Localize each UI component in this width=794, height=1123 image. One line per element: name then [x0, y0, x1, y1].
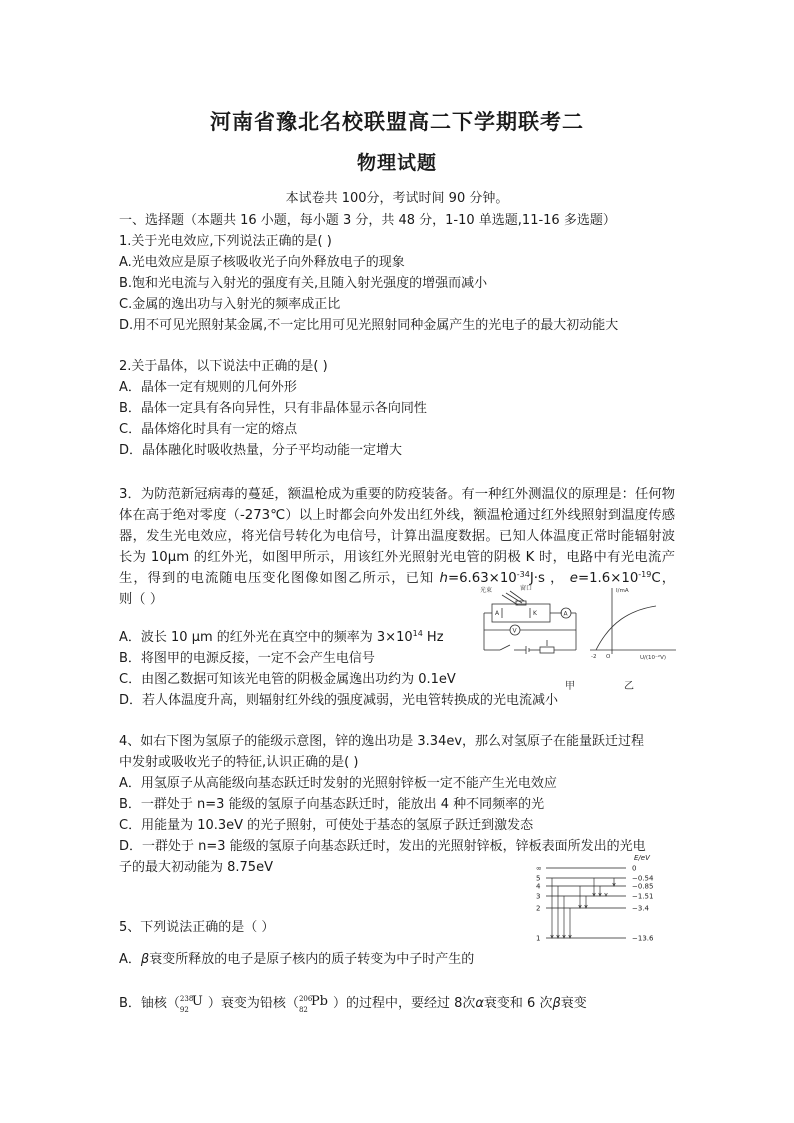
voltage-axis-label: U/(10⁻²V)	[640, 655, 667, 661]
level-number: 2	[536, 904, 541, 913]
origin-label: O	[606, 654, 611, 660]
iv-curve	[596, 606, 656, 650]
section-heading: 一、选择题（本题共 16 小题，每小题 3 分，共 48 分，1-10 单选题,11-16 多选题）	[119, 213, 616, 228]
light-beam-arrow	[502, 595, 518, 605]
q3-figure	[480, 582, 680, 664]
q1-option-a: A.光电效应是原子核吸收光子向外释放电子的现象	[119, 255, 405, 270]
q2-option-b: B．晶体一定具有各向异性，只有非晶体显示各向同性	[119, 401, 427, 416]
figure-caption-b: 乙	[624, 681, 634, 692]
switch-icon	[500, 645, 510, 650]
q3-option-a: A．波长 10 μm 的红外光在真空中的频率为 $3\times 10^{14}$ Hz	[119, 629, 444, 645]
q4-option-d-line2: 子的最大初动能为 8.75eV	[119, 860, 273, 875]
cathode-label: K	[533, 610, 537, 617]
uranium-nuclide: 238 92 U	[179, 994, 203, 1014]
exam-title: 河南省豫北名校联盟高二下学期联考二	[210, 109, 584, 134]
level-number: 1	[536, 934, 541, 943]
beta-symbol-2: β	[552, 996, 561, 1011]
q2-option-c: C．晶体熔化时具有一定的熔点	[119, 422, 298, 437]
q2-option-a: A．晶体一定有规则的几何外形	[119, 380, 297, 395]
level-energy: −13.6	[632, 934, 654, 943]
q2-stem: 2.关于晶体，以下说法中正确的是( )	[119, 359, 328, 374]
ammeter-label: A	[563, 610, 568, 618]
level-number: 3	[536, 892, 541, 901]
q5-stem: 5、下列说法正确的是（ ）	[119, 920, 275, 935]
q4-option-a: A．用氢原子从高能级向基态跃迁时发射的光照射锌板一定不能产生光电效应	[119, 776, 557, 791]
q1-option-d: D.用不可见光照射某金属,不一定比用可见光照射同种金属产生的光电子的最大初动能大	[119, 318, 619, 333]
q1-stem: 1.关于光电效应,下列说法正确的是( )	[119, 234, 332, 249]
q4-stem-line1: 4、如右下图为氢原子的能级示意图，锌的逸出功是 3.34ev，那么对氢原子在能量跃迁过程	[119, 734, 645, 749]
exam-note: 本试卷共 100分，考试时间 90 分钟。	[285, 191, 509, 206]
lead-nuclide: 206 82 Pb	[298, 994, 329, 1014]
transition-arrowhead	[605, 893, 608, 896]
beta-symbol: β	[140, 952, 150, 967]
q1-option-b: B.饱和光电流与入射光的强度有关,且随入射光强度的增强而减小	[119, 276, 488, 291]
q4-stem-line2: 中发射或吸收光子的特征,认识正确的是( )	[119, 755, 359, 770]
figure-caption-a: 甲	[565, 681, 575, 692]
level-energy: −0.85	[632, 882, 654, 891]
q3-option-c: C．由图乙数据可知该光电管的阴极金属逸出功约为 0.1eV	[119, 672, 456, 687]
level-energy: −1.51	[632, 892, 654, 901]
q3-option-d: D．若人体温度升高，则辐射红外线的强度减弱，光电管转换成的光电流减小	[119, 693, 559, 708]
q1-option-c: C.金属的逸出功与入射光的频率成正比	[119, 297, 341, 312]
level-energy: 0	[632, 864, 637, 873]
q2-option-d: D．晶体融化时吸收热量，分子平均动能一定增大	[119, 443, 403, 458]
level-number: ∞	[536, 864, 542, 873]
tick-minus-two: -2	[591, 654, 597, 660]
energy-level-diagram	[534, 850, 678, 944]
level-energy: −3.4	[632, 904, 649, 913]
window-label: 窗口	[520, 585, 533, 592]
q4-option-c: C．用能量为 10.3eV 的光子照射，可使处于基态的氢原子跃迁到激发态	[119, 818, 534, 833]
q3-stem: 3．为防范新冠病毒的蔓延，额温枪成为重要的防疫装备。有一种红外测温仪的原理是：任何物体在高于绝对零度（-273℃）以上时都会向外发出红外线，额温枪通过红外线照射到温度传感器，发生光电效应，将光信号转化为电信号，计算出温度数据。已知人体温度正常时能辐射波长为 10μm 的红外光，如图甲所示，用该红外光照射光电管的阴极 K 时，电路中有光电流产生，得到的电流随电压变化图像如图乙所示，已知 $h=6.63\times 10^{-34}J\cdot s$ ， $e=1.6\times 10^{-19}C$， 则（ ）	[119, 487, 675, 607]
exam-subtitle: 物理试题	[356, 152, 437, 174]
q5-option-a: A．β衰变所释放的电子是原子核内的质子转变为中子时产生的	[119, 952, 475, 967]
current-axis-label: I/mA	[616, 588, 629, 594]
photocell-circuit-diagram	[484, 591, 576, 654]
anode-label: A	[495, 610, 500, 617]
alpha-symbol: α	[475, 996, 484, 1011]
q4-option-b: B．一群处于 n=3 能级的氢原子向基态跃迁时，能放出 4 种不同频率的光	[119, 797, 545, 812]
energy-axis-label: E/eV	[634, 854, 650, 862]
level-number: 5	[536, 874, 541, 883]
voltmeter-label: V	[512, 627, 517, 635]
level-number: 4	[536, 882, 541, 891]
q4-option-d-line1: D．一群处于 n=3 能级的氢原子向基态跃迁时，发出的光照射锌板，锌板表面所发出的光电	[119, 839, 646, 854]
iv-graph	[590, 588, 676, 654]
light-beam-label: 光束	[480, 587, 493, 594]
q5-option-b: B．铀核（ 238 92 U ）衰变为铅核（ 206 82 Pb ）的过程中，要经过 8次α衰变和 6 次β衰变	[119, 994, 587, 1014]
q3-option-b: B．将图甲的电源反接，一定不会产生电信号	[119, 651, 375, 666]
rheostat-icon	[540, 647, 554, 653]
level-energy: −0.54	[632, 874, 654, 883]
